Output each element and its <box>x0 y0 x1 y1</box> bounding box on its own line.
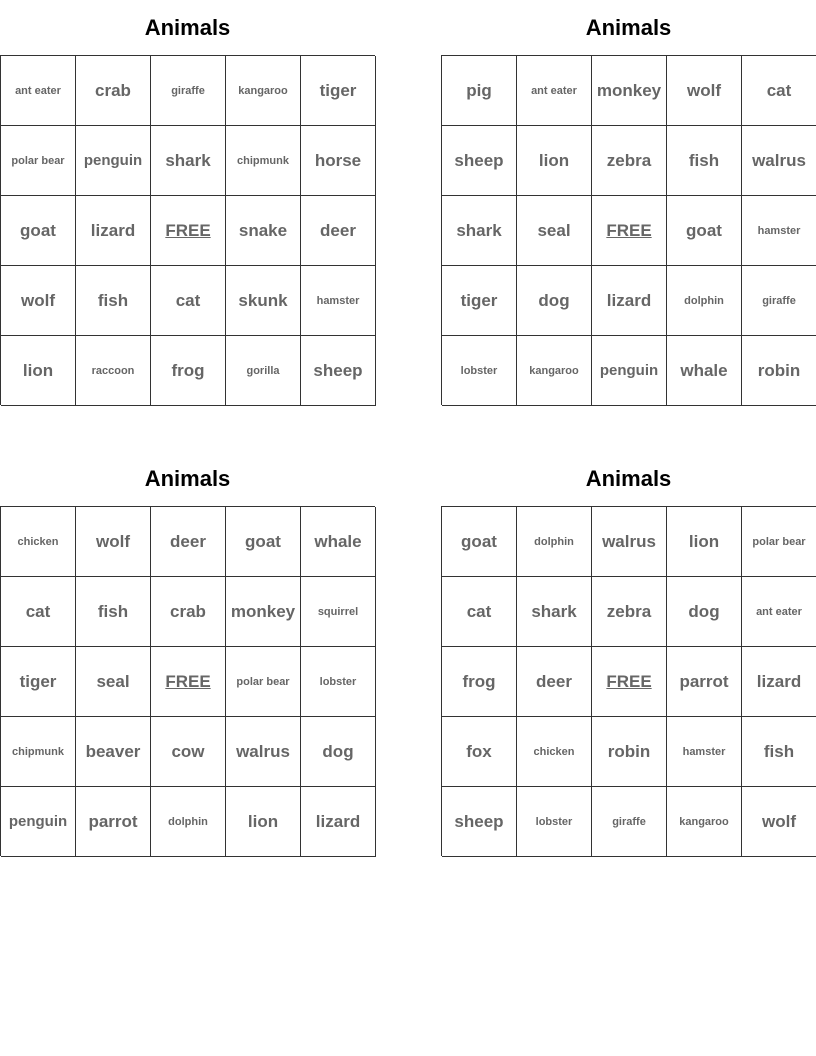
bingo-cell: robin <box>742 336 816 406</box>
bingo-cell: tiger <box>442 266 517 336</box>
bingo-cell: lizard <box>76 196 151 266</box>
bingo-cell: giraffe <box>151 56 226 126</box>
bingo-card-1 <box>0 10 375 405</box>
bingo-cell: monkey <box>226 577 301 647</box>
bingo-cell: fish <box>742 717 816 787</box>
free-space: FREE <box>151 196 226 266</box>
bingo-cell: robin <box>592 717 667 787</box>
card-title: Animals <box>585 15 672 40</box>
bingo-cell: goat <box>226 507 301 577</box>
bingo-cell: wolf <box>667 56 742 126</box>
free-space: FREE <box>592 647 667 717</box>
bingo-cell: tiger <box>1 647 76 717</box>
bingo-grid <box>0 55 375 405</box>
bingo-cell: skunk <box>226 266 301 336</box>
bingo-card-4 <box>441 461 816 856</box>
bingo-grid <box>441 506 816 856</box>
bingo-cell: chipmunk <box>226 126 301 196</box>
bingo-cell: lion <box>517 126 592 196</box>
free-space: FREE <box>592 196 667 266</box>
bingo-cell: dolphin <box>517 507 592 577</box>
card-title: Animals <box>144 466 231 491</box>
bingo-cell: wolf <box>742 787 816 857</box>
bingo-cell: tiger <box>301 56 376 126</box>
bingo-cell: goat <box>667 196 742 266</box>
bingo-grid <box>0 506 375 856</box>
bingo-cell: chicken <box>517 717 592 787</box>
bingo-cell: whale <box>301 507 376 577</box>
bingo-cell: cow <box>151 717 226 787</box>
bingo-cell: squirrel <box>301 577 376 647</box>
bingo-cell: deer <box>151 507 226 577</box>
bingo-cell: fish <box>667 126 742 196</box>
bingo-cell: cat <box>742 56 816 126</box>
bingo-cell: shark <box>517 577 592 647</box>
card-title: Animals <box>144 15 231 40</box>
bingo-cell: dog <box>301 717 376 787</box>
bingo-cell: whale <box>667 336 742 406</box>
bingo-cell: sheep <box>301 336 376 406</box>
bingo-cell: giraffe <box>742 266 816 336</box>
bingo-cell: lion <box>226 787 301 857</box>
bingo-cell: seal <box>76 647 151 717</box>
bingo-cell: polar bear <box>742 507 816 577</box>
bingo-cell: lizard <box>592 266 667 336</box>
bingo-cell: lion <box>667 507 742 577</box>
bingo-cell: hamster <box>742 196 816 266</box>
bingo-cell: dolphin <box>667 266 742 336</box>
bingo-cell: shark <box>151 126 226 196</box>
bingo-cell: penguin <box>592 336 667 406</box>
bingo-cell: lobster <box>517 787 592 857</box>
bingo-cell: gorilla <box>226 336 301 406</box>
bingo-cell: zebra <box>592 126 667 196</box>
bingo-cell: polar bear <box>1 126 76 196</box>
bingo-cell: kangaroo <box>226 56 301 126</box>
bingo-cell: kangaroo <box>667 787 742 857</box>
bingo-cell: lobster <box>301 647 376 717</box>
bingo-cell: fish <box>76 266 151 336</box>
bingo-cell: cat <box>1 577 76 647</box>
bingo-cell: crab <box>151 577 226 647</box>
bingo-cell: wolf <box>76 507 151 577</box>
bingo-cell: dog <box>667 577 742 647</box>
bingo-cell: fox <box>442 717 517 787</box>
bingo-cell: shark <box>442 196 517 266</box>
bingo-cell: crab <box>76 56 151 126</box>
bingo-cell: penguin <box>1 787 76 857</box>
bingo-cell: zebra <box>592 577 667 647</box>
bingo-cell: walrus <box>226 717 301 787</box>
bingo-card-2 <box>441 10 816 405</box>
bingo-cell: frog <box>442 647 517 717</box>
bingo-cell: raccoon <box>76 336 151 406</box>
bingo-cell: goat <box>1 196 76 266</box>
bingo-cell: deer <box>517 647 592 717</box>
bingo-cell: hamster <box>667 717 742 787</box>
bingo-cell: ant eater <box>1 56 76 126</box>
bingo-card-3 <box>0 461 375 856</box>
bingo-cell: pig <box>442 56 517 126</box>
bingo-cell: snake <box>226 196 301 266</box>
bingo-cell: cat <box>442 577 517 647</box>
bingo-cell: frog <box>151 336 226 406</box>
bingo-cell: sheep <box>442 126 517 196</box>
bingo-cell: monkey <box>592 56 667 126</box>
bingo-cell: dog <box>517 266 592 336</box>
bingo-cell: seal <box>517 196 592 266</box>
bingo-cell: wolf <box>1 266 76 336</box>
bingo-cell: hamster <box>301 266 376 336</box>
bingo-cell: horse <box>301 126 376 196</box>
bingo-cell: lion <box>1 336 76 406</box>
bingo-cell: ant eater <box>517 56 592 126</box>
bingo-cell: beaver <box>76 717 151 787</box>
bingo-cell: walrus <box>742 126 816 196</box>
bingo-cell: parrot <box>667 647 742 717</box>
bingo-cell: ant eater <box>742 577 816 647</box>
bingo-cell: polar bear <box>226 647 301 717</box>
bingo-cell: kangaroo <box>517 336 592 406</box>
bingo-cell: sheep <box>442 787 517 857</box>
bingo-cell: lobster <box>442 336 517 406</box>
bingo-cell: cat <box>151 266 226 336</box>
bingo-cell: walrus <box>592 507 667 577</box>
bingo-cell: giraffe <box>592 787 667 857</box>
bingo-grid <box>441 55 816 405</box>
bingo-cell: dolphin <box>151 787 226 857</box>
free-space: FREE <box>151 647 226 717</box>
bingo-cell: lizard <box>742 647 816 717</box>
bingo-cell: chicken <box>1 507 76 577</box>
bingo-cell: penguin <box>76 126 151 196</box>
bingo-cell: fish <box>76 577 151 647</box>
bingo-cell: parrot <box>76 787 151 857</box>
bingo-cell: goat <box>442 507 517 577</box>
card-title: Animals <box>585 466 672 491</box>
bingo-cell: chipmunk <box>1 717 76 787</box>
bingo-cell: deer <box>301 196 376 266</box>
bingo-cell: lizard <box>301 787 376 857</box>
